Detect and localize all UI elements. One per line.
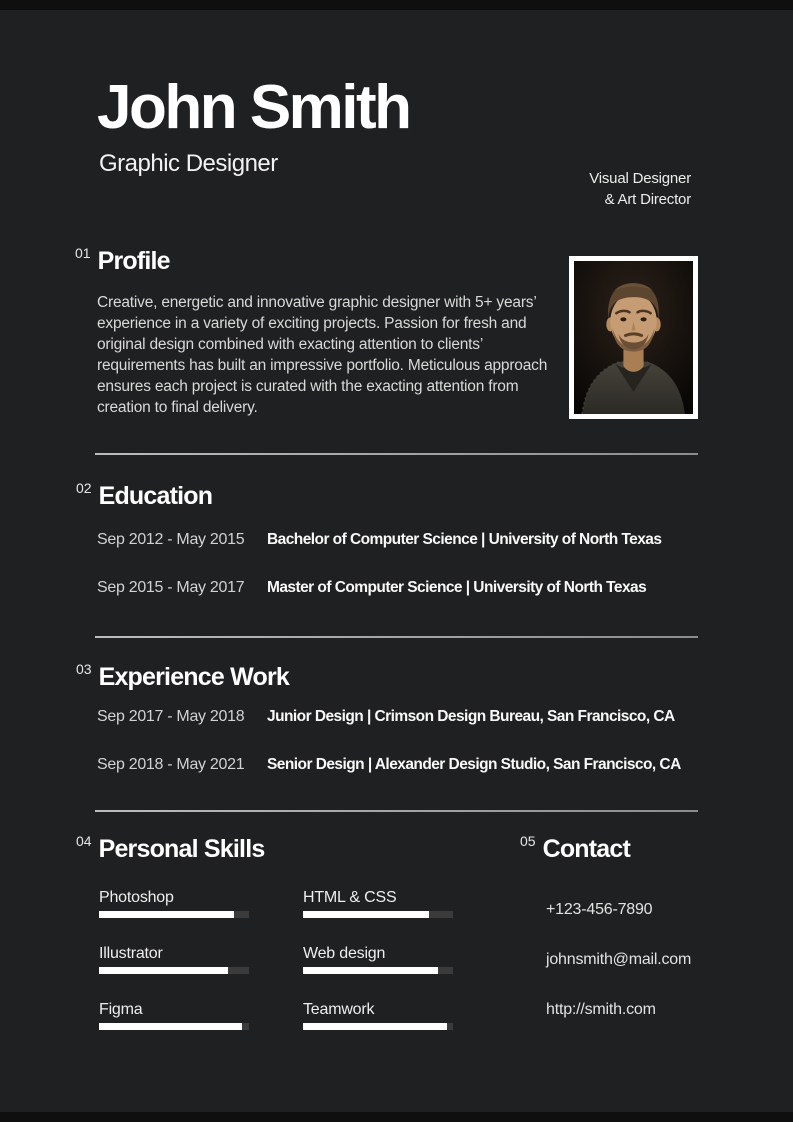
top-edge-strip (0, 0, 793, 10)
experience-dates: Sep 2017 - May 2018 (97, 708, 245, 725)
section-number: 05 (520, 833, 536, 849)
section-title: Contact (542, 835, 631, 863)
experience-description: Junior Design | Crimson Design Bureau, San Francisco, CA (267, 708, 675, 725)
skill-label: Web design (303, 945, 386, 962)
skill-label: HTML & CSS (303, 889, 397, 906)
person-name: John Smith (97, 73, 410, 142)
section-title: Education (98, 482, 213, 510)
contact-list (546, 901, 691, 1051)
skill-bar-fill (99, 967, 228, 974)
tagline-line-1: Visual Designer (589, 170, 691, 187)
skill-bar-fill (303, 1023, 447, 1030)
skill-label: Photoshop (99, 889, 174, 906)
section-title: Experience Work (98, 663, 289, 691)
experience-description: Senior Design | Alexander Design Studio, San Francisco, CA (267, 756, 681, 773)
skill-item (99, 889, 249, 918)
education-description: Bachelor of Computer Science | University of North Texas (267, 531, 662, 548)
skills-column-2 (303, 889, 453, 1057)
section-divider (95, 810, 698, 812)
section-number: 02 (76, 480, 92, 496)
skill-bar-fill (99, 1023, 242, 1030)
section-title: Profile (97, 247, 170, 275)
section-divider (95, 453, 698, 455)
profile-text: Creative, energetic and innovative graphic designer with 5+ years’ experience in a variety of exciting projects. Passion for fresh and original design combined with exacting attention to clients’ requirements has built an impressive portfolio. Meticulous approach ensures each project is curated with the exacting attention from creation to final delivery. (97, 294, 548, 416)
skills-column-1 (99, 889, 249, 1057)
skill-label: Teamwork (303, 1001, 375, 1018)
profile-section-header (75, 246, 170, 274)
education-section-header (76, 481, 212, 509)
skill-item (99, 945, 249, 974)
skill-bar (99, 967, 249, 974)
section-title: Personal Skills (98, 835, 265, 863)
skill-bar (99, 911, 249, 918)
section-number: 03 (76, 661, 92, 677)
bottom-edge-strip (0, 1112, 793, 1122)
contact-phone: +123-456-7890 (546, 901, 653, 918)
experience-dates: Sep 2018 - May 2021 (97, 756, 245, 773)
skills-section-header (76, 834, 264, 862)
education-dates: Sep 2015 - May 2017 (97, 579, 245, 596)
section-number: 04 (76, 833, 92, 849)
tagline-line-2: & Art Director (604, 191, 691, 208)
skill-bar-fill (99, 911, 234, 918)
portrait-illustration (574, 261, 693, 414)
skill-item (303, 889, 453, 918)
skill-item (99, 1001, 249, 1030)
skill-label: Illustrator (99, 945, 163, 962)
profile-photo (569, 256, 698, 419)
contact-section-header (520, 834, 630, 862)
skill-label: Figma (99, 1001, 143, 1018)
skill-bar (303, 911, 453, 918)
skill-bar-fill (303, 967, 438, 974)
skill-bar (303, 1023, 453, 1030)
section-divider (95, 636, 698, 638)
skill-item (303, 1001, 453, 1030)
skill-bar (303, 967, 453, 974)
experience-section-header (76, 662, 289, 690)
skill-bar-fill (303, 911, 429, 918)
skill-item (303, 945, 453, 974)
job-title: Graphic Designer (99, 150, 278, 177)
contact-website: http://smith.com (546, 1001, 656, 1018)
education-dates: Sep 2012 - May 2015 (97, 531, 245, 548)
tagline (589, 168, 691, 210)
skill-bar (99, 1023, 249, 1030)
section-number: 01 (75, 245, 91, 261)
contact-email: johnsmith@mail.com (546, 951, 692, 968)
education-description: Master of Computer Science | University of North Texas (267, 579, 647, 596)
